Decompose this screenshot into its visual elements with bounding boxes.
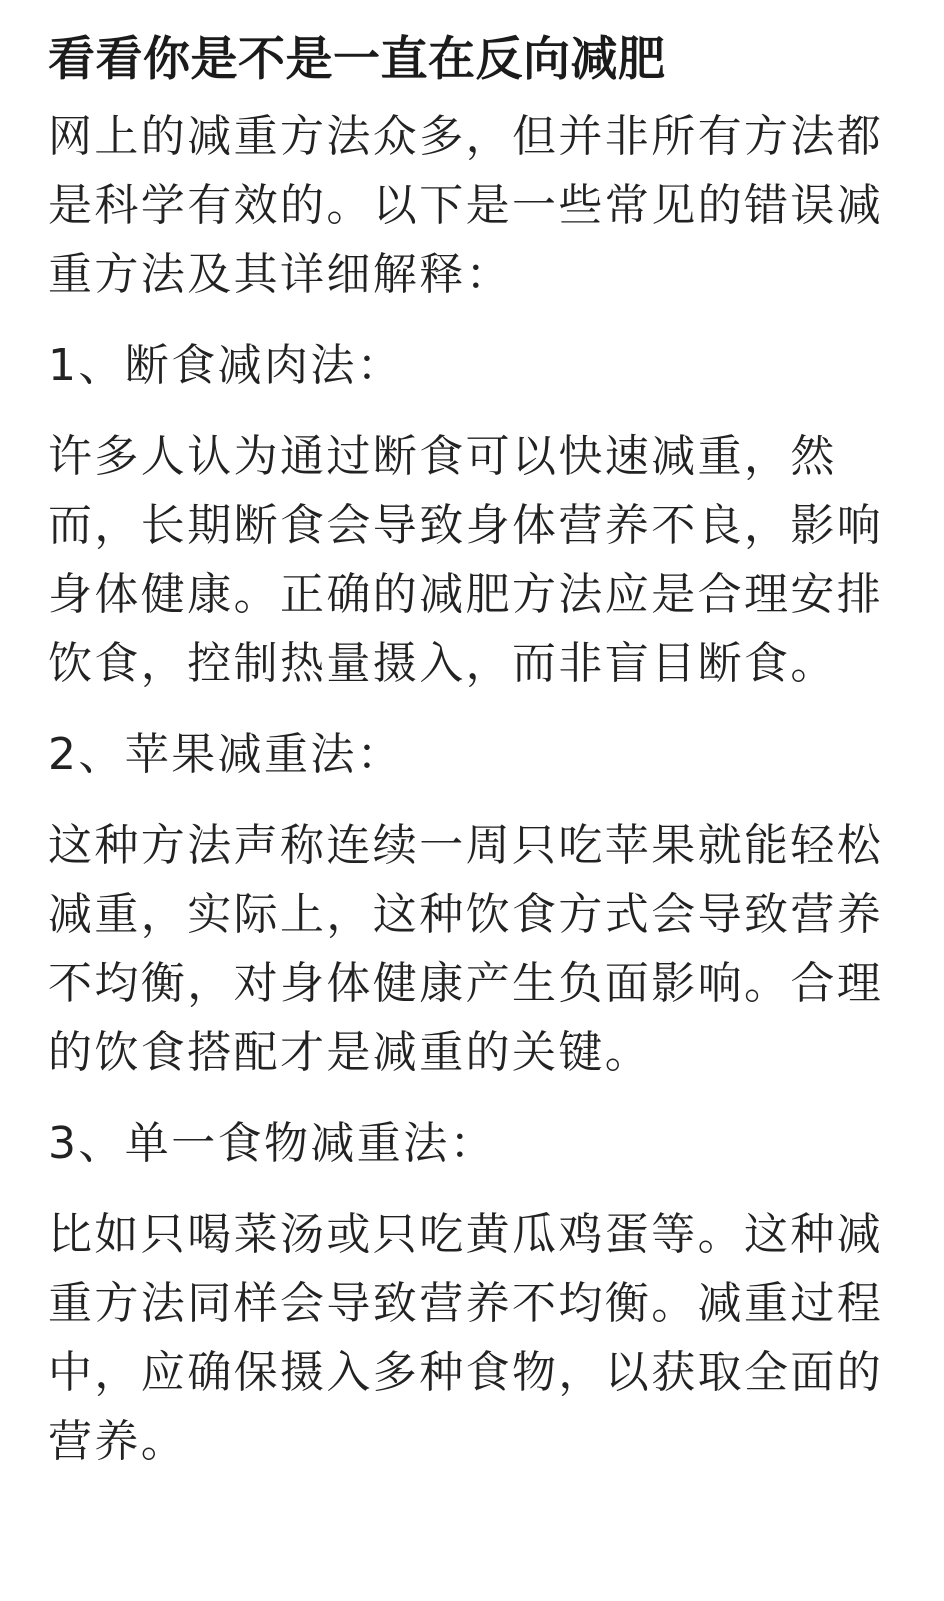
section-body-3: 比如只喝菜汤或只吃黄瓜鸡蛋等。这种减重方法同样会导致营养不均衡。减重过程中，应确保摄入多种食物，以获取全面的营养。 — [48, 1209, 884, 1467]
article-title: 看看你是不是一直在反向减肥 — [48, 32, 666, 87]
section-body-2: 这种方法声称连续一周只吃苹果就能轻松减重，实际上，这种饮食方式会导致营养不均衡，对身体健康产生负面影响。合理的饮食搭配才是减重的关键。 — [48, 820, 884, 1078]
section-heading-2: 2、苹果减重法： — [48, 729, 404, 780]
article-intro: 网上的减重方法众多，但并非所有方法都是科学有效的。以下是一些常见的错误减重方法及其详细解释： — [48, 111, 884, 300]
section-heading-3: 3、单一食物减重法： — [48, 1118, 496, 1169]
section-body-1: 许多人认为通过断食可以快速减重，然而，长期断食会导致身体营养不良，影响身体健康。正确的减肥方法应是合理安排饮食，控制热量摄入，而非盲目断食。 — [48, 431, 884, 689]
section-heading-1: 1、断食减肉法： — [48, 340, 404, 391]
